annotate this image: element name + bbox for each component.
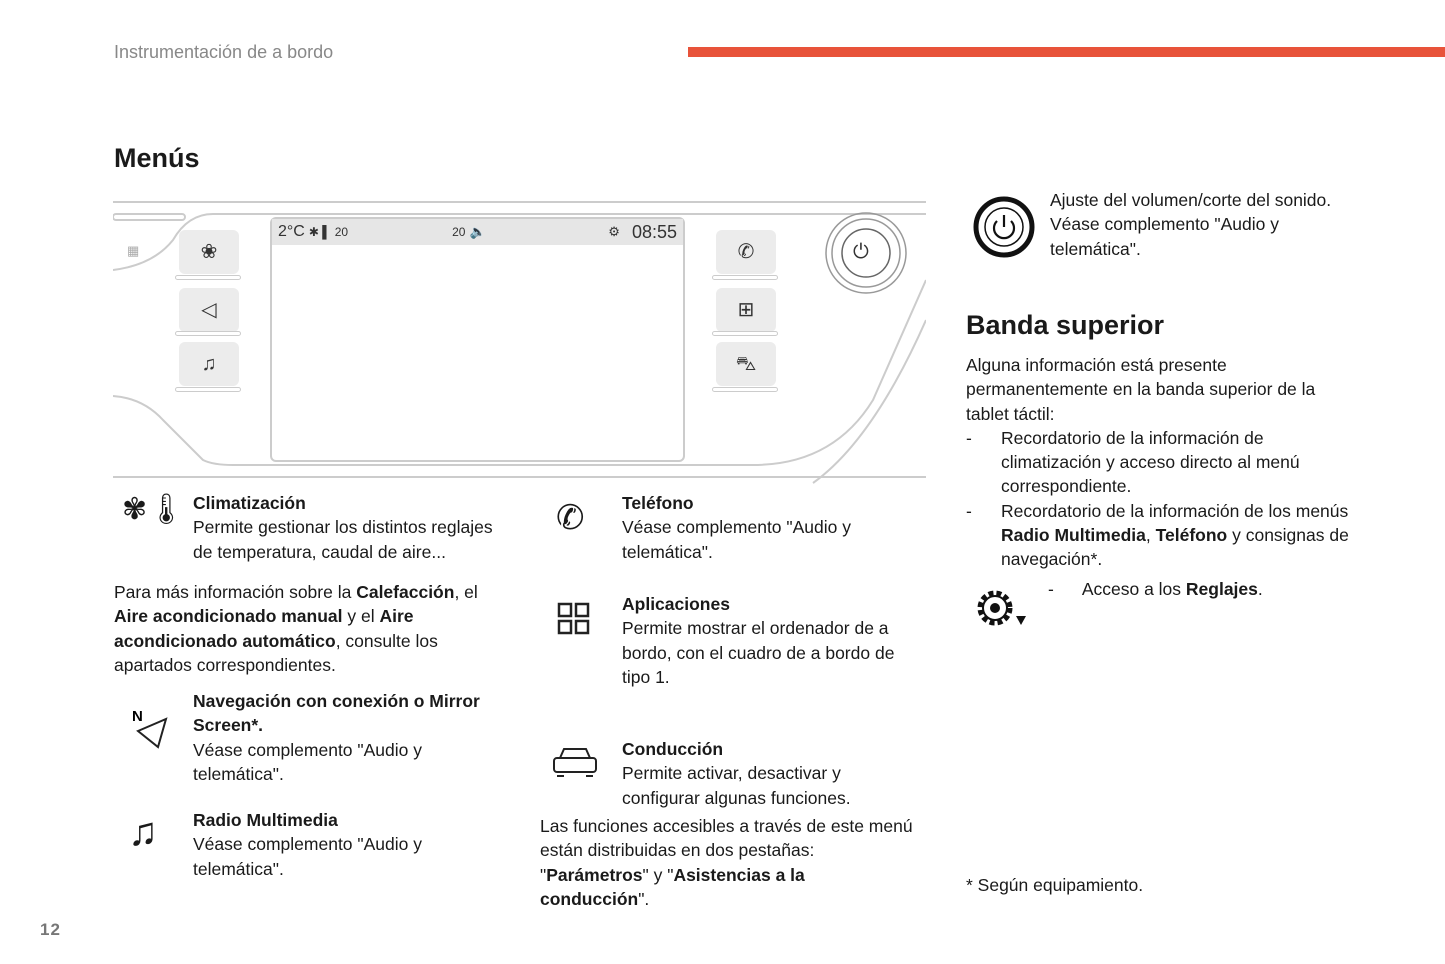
accent-bar: [688, 47, 1445, 57]
apps-button[interactable]: ⊞: [716, 288, 776, 332]
radio-title: Radio Multimedia: [193, 810, 338, 830]
fan-thermometer-icon: ✾🌡: [122, 493, 186, 526]
navegacion-text: Véase complemento "Audio y telemática".: [193, 739, 422, 784]
screen-top-band[interactable]: 2°C ✱ ▌ 20 20 🔈 ⚙ 08:55: [272, 219, 683, 245]
climate-button[interactable]: ❀: [179, 230, 239, 274]
dashboard-illustration: [113, 200, 926, 484]
volume-level: 20: [452, 224, 466, 239]
telefono-title: Teléfono: [622, 493, 694, 513]
phone-button[interactable]: ✆: [716, 230, 776, 274]
navigation-button[interactable]: ◁: [179, 288, 239, 332]
phone-icon: ✆: [556, 499, 585, 537]
more-info: Para más información sobre la Calefacción, el Aire acondicionado manual y el Aire acondicionado automático, consulte los apartados correspondientes.: [114, 582, 478, 675]
tabs-note: Las funciones accesibles a través de este menú están distribuidas en dos pestañas: "Parámetros" y "Asistencias a la conducción".: [540, 816, 913, 909]
settings-access: - Acceso a los Reglajes.: [1048, 579, 1263, 599]
section-header: Instrumentación de a bordo: [114, 42, 334, 62]
climatizacion-text: Permite gestionar los distintos reglajes de temperatura, caudal de aire...: [193, 517, 493, 562]
aplicaciones-text: Permite mostrar el ordenador de a bordo, con el cuadro de a bordo de tipo 1.: [622, 618, 895, 687]
radio-button[interactable]: ♫: [179, 342, 239, 386]
svg-text:N: N: [132, 708, 143, 725]
banda-list: [966, 426, 1351, 572]
clock: 08:55: [631, 221, 677, 242]
power-icon: [973, 196, 1035, 258]
speaker-icon: 🔈: [469, 223, 486, 239]
telefono-text: Véase complemento "Audio y telemática".: [622, 517, 851, 562]
banda-item-menus: - Recordatorio de la información de los menús Radio Multimedia, Teléfono y consignas de navegación*.: [966, 500, 1349, 570]
navegacion-title: Navegación con conexión o Mirror Screen*.: [193, 691, 480, 736]
apps-grid-icon: [557, 602, 591, 636]
settings-gear-icon: [973, 586, 1029, 630]
radio-text: Véase complemento "Audio y telemática".: [193, 834, 422, 879]
car-icon: [552, 746, 598, 778]
temp-readout: 2°C: [278, 222, 305, 240]
menus-title: Menús: [114, 143, 200, 173]
svg-text:▦: ▦: [127, 243, 140, 258]
seat-temp: 20: [334, 224, 349, 239]
banda-title: Banda superior: [966, 310, 1165, 340]
page-number: 12: [40, 920, 61, 939]
banda-item-climate: - Recordatorio de la información de climatización y acceso directo al menú correspondiente.: [966, 427, 1300, 497]
banda-intro: Alguna información está presente permanentemente en la banda superior de la tablet táctil:: [966, 355, 1316, 424]
screen: [270, 217, 685, 462]
settings-small-icon: ⚙: [608, 223, 620, 239]
power-knob[interactable]: ⏻: [853, 241, 869, 263]
climatizacion-title: Climatización: [193, 493, 306, 513]
footnote: * Según equipamiento.: [966, 875, 1144, 895]
driving-button[interactable]: ⛍: [716, 342, 776, 386]
volume-text: Ajuste del volumen/corte del sonido. Véase complemento "Audio y telemática".: [1050, 190, 1332, 259]
conduccion-title: Conducción: [622, 739, 724, 759]
aplicaciones-title: Aplicaciones: [622, 594, 730, 614]
music-note-icon: ♫: [128, 810, 158, 854]
conduccion-text: Permite activar, desactivar y configurar algunas funciones.: [622, 763, 851, 808]
navigation-icon: [130, 705, 170, 749]
